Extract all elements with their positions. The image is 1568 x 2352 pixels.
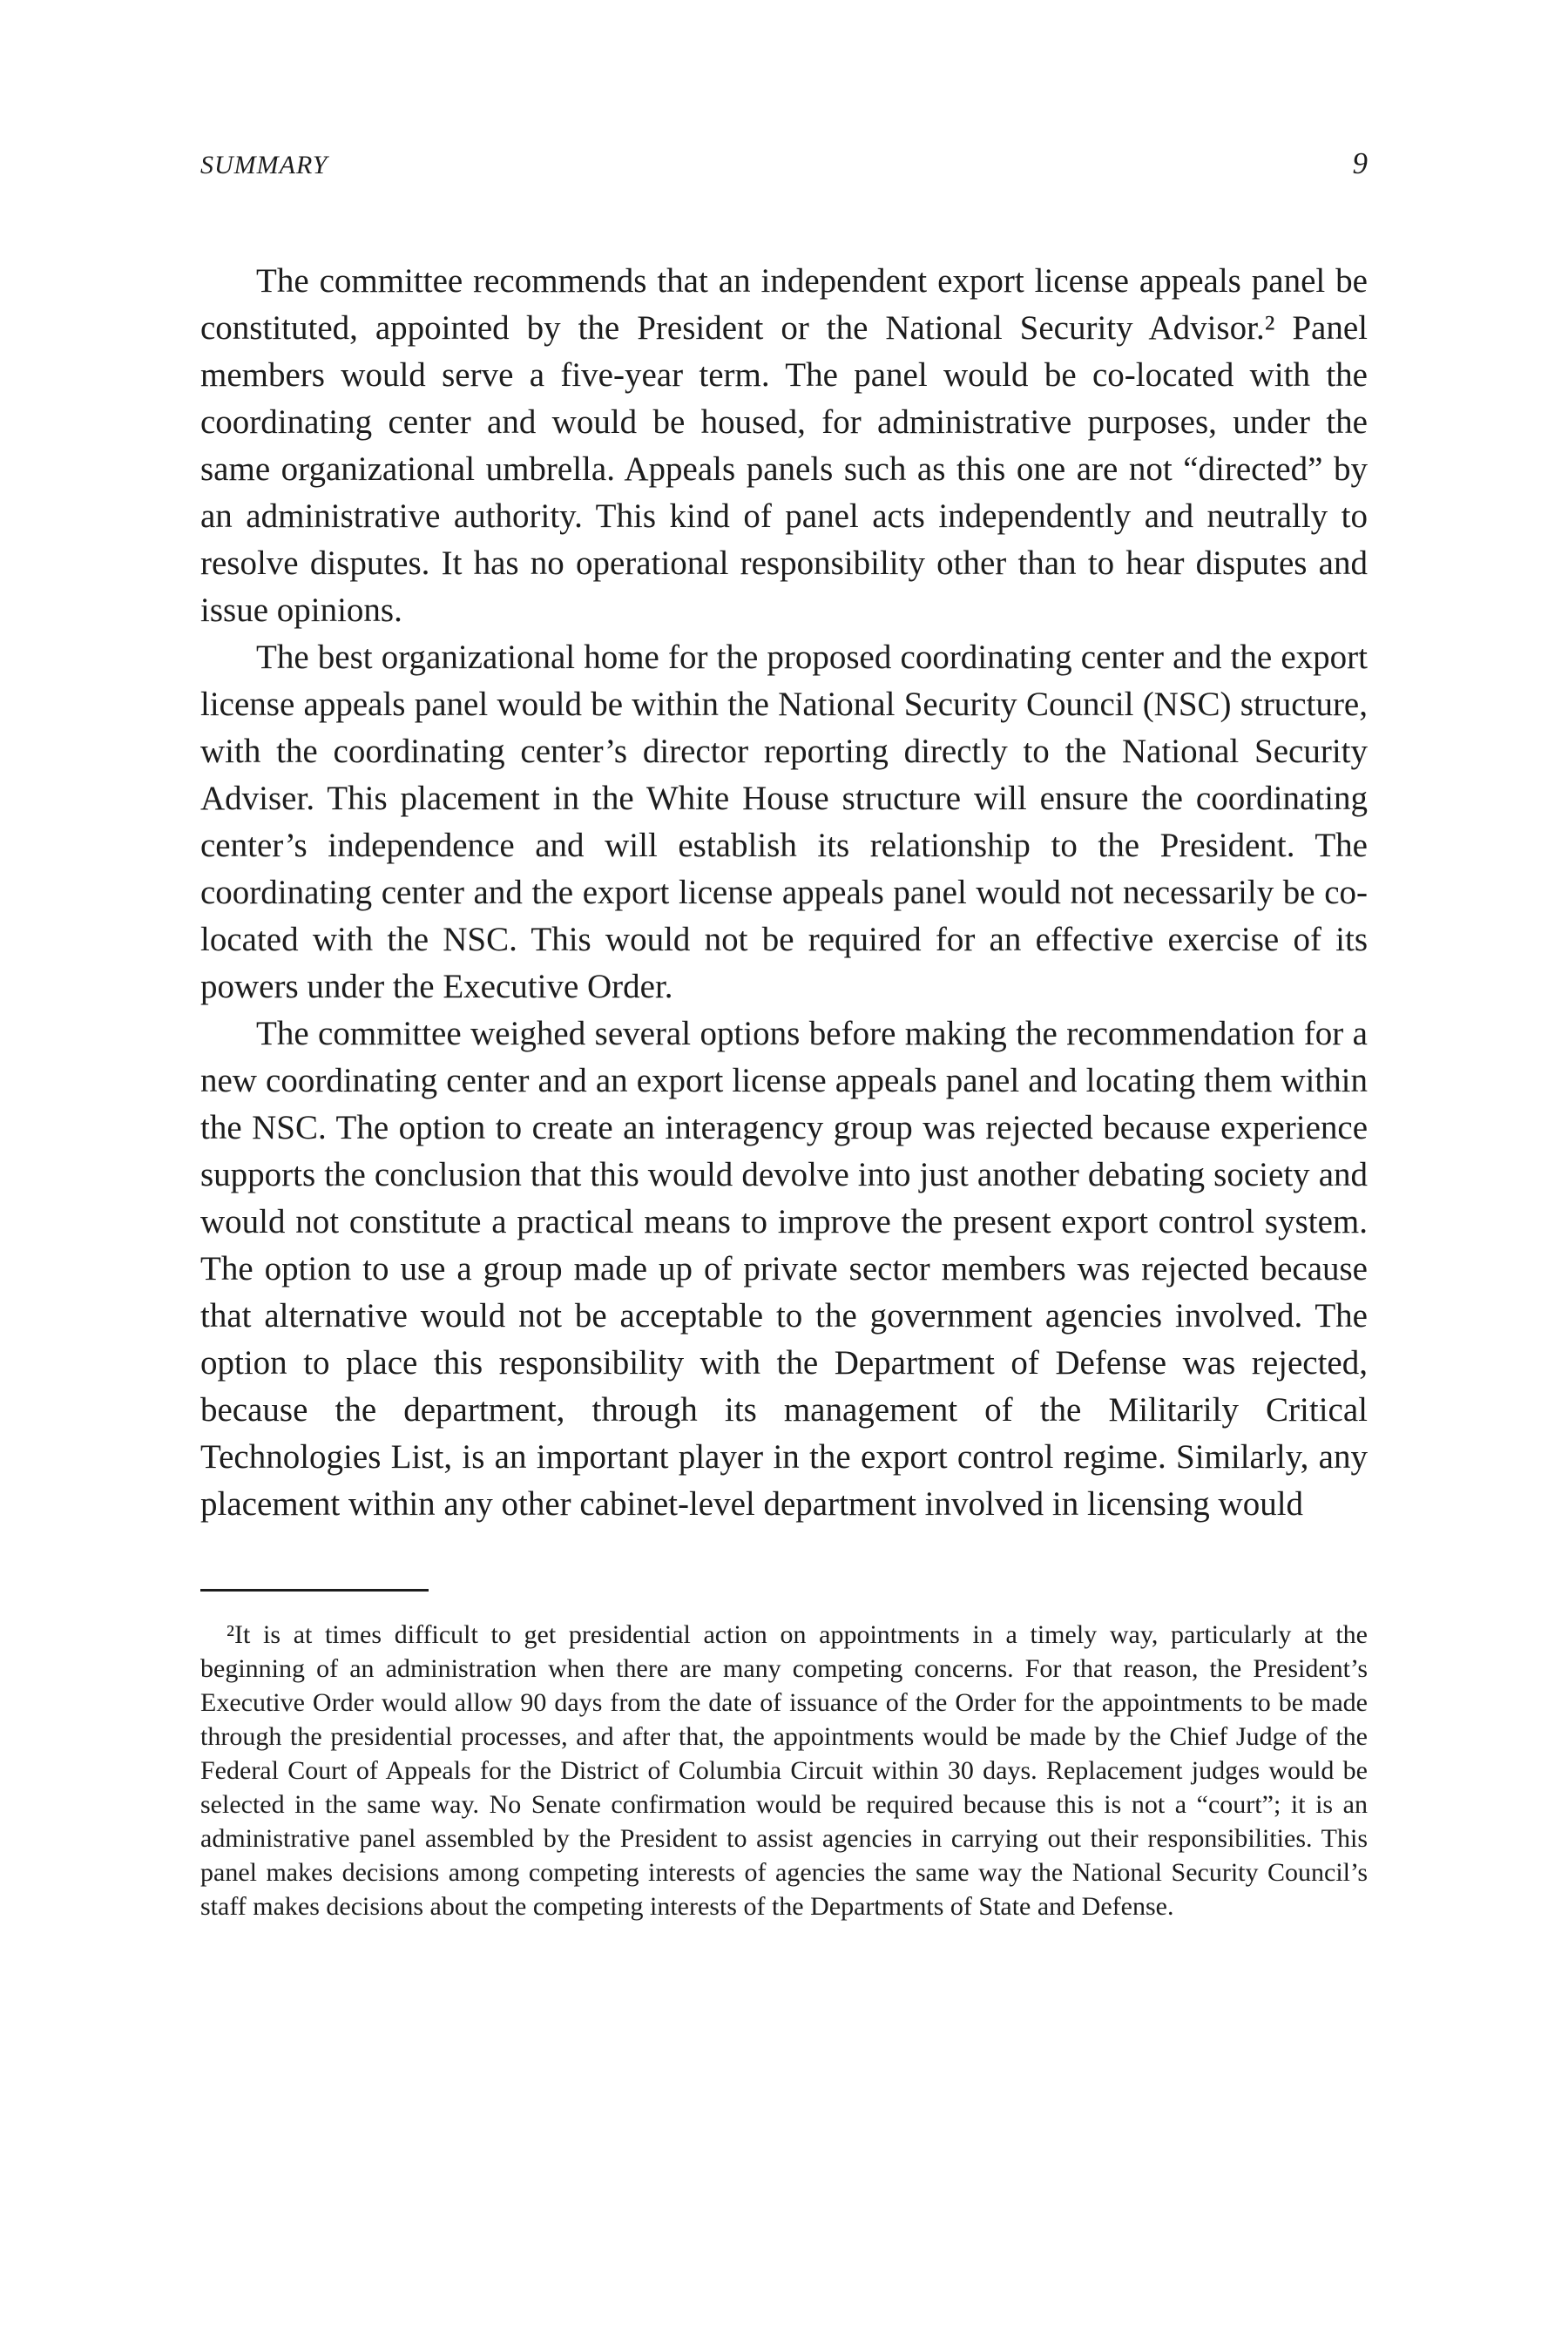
page-header: [200, 146, 1368, 181]
page-number: 9: [1352, 146, 1368, 180]
paragraph-2: The best organizational home for the proposed coordinating center and the export license appeals panel would be within the National Security Council (NSC) structure, with the coordinating center’s director reporting directly to the National Security Adviser. This placement in the White House structure will ensure the coordinating center’s independence and will establish its relationship to the President. The coordinating center and the export license appeals panel would not necessarily be co-located with the NSC. This would not be required for an effective exercise of its powers under the Executive Order.: [200, 639, 1368, 1005]
running-title: SUMMARY: [200, 151, 328, 179]
footnote-section: [200, 1589, 1368, 1923]
body-text: [200, 258, 1368, 1528]
paragraph-3: The committee weighed several options before making the recommendation for a new coordinating center and an export license appeals panel and locating them within the NSC. The option to create an interagency group was rejected because experience supports the conclusion that this would devolve into just another debating society and would not constitute a practical means to improve the present export control system. The option to use a group made up of private sector members was rejected because that alternative would not be acceptable to the government agencies involved. The option to place this responsibility with the Department of Defense was rejected, because the department, through its management of the Militarily Critical Technologies List, is an important player in the export control regime. Similarly, any placement within any other cabinet-level department involved in licensing would: [200, 1015, 1368, 1523]
footnote-text: ²It is at times difficult to get presidential action on appointments in a timely way, particularly at the beginning of an administration when there are many competing concerns. For that reason, the President’s Executive Order would allow 90 days from the date of issuance of the Order for the appointments to be made through the presidential processes, and after that, the appointments would be made by the Chief Judge of the Federal Court of Appeals for the District of Columbia Circuit within 30 days. Replacement judges would be selected in the same way. No Senate confirmation would be required because this is not a “court”; it is an administrative panel assembled by the President to assist agencies in carrying out their responsibilities. This panel makes decisions among competing interests of agencies the same way the National Security Council’s staff makes decisions about the competing interests of the Departments of State and Defense.: [200, 1620, 1368, 1921]
footnote-divider: [200, 1589, 429, 1592]
paragraph-1: The committee recommends that an independent export license appeals panel be constituted, appointed by the President or the National Security Advisor.² Panel members would serve a five-year term. The panel would be co-located with the coordinating center and would be housed, for administrative purposes, under the same organizational umbrella. Appeals panels such as this one are not “directed” by an administrative authority. This kind of panel acts independently and neutrally to resolve disputes. It has no operational responsibility other than to hear disputes and issue opinions.: [200, 262, 1368, 629]
